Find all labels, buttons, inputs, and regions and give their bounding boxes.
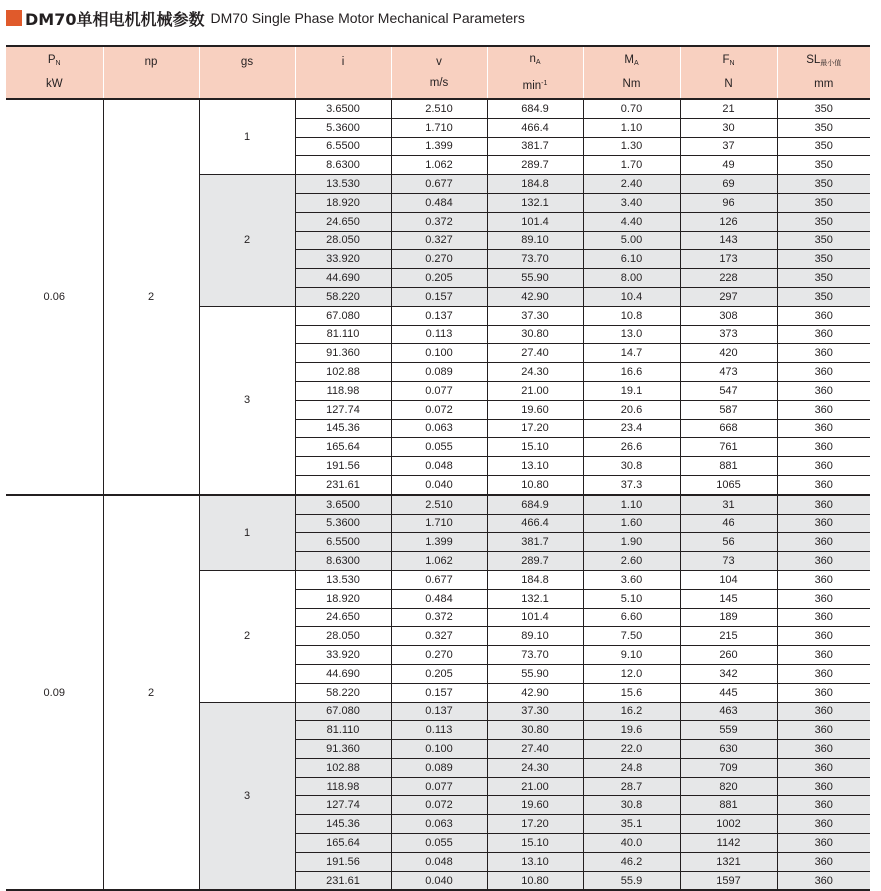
- table-cell: 360: [777, 664, 870, 683]
- table-cell: 13.10: [487, 457, 583, 476]
- table-cell: 381.7: [487, 137, 583, 156]
- table-cell: 24.8: [583, 758, 680, 777]
- table-cell: 81.110: [295, 325, 391, 344]
- table-cell: 55.9: [583, 871, 680, 890]
- table-cell: 19.1: [583, 381, 680, 400]
- table-cell: 30.8: [583, 457, 680, 476]
- table-cell: 4.40: [583, 212, 680, 231]
- table-cell: 30.8: [583, 796, 680, 815]
- table-cell: 58.220: [295, 287, 391, 306]
- table-cell: 189: [680, 608, 777, 627]
- table-cell: 24.650: [295, 608, 391, 627]
- table-cell: 2.60: [583, 552, 680, 571]
- table-cell: 118.98: [295, 777, 391, 796]
- table-cell: 360: [777, 721, 870, 740]
- table-cell: 42.90: [487, 683, 583, 702]
- column-header: [391, 46, 487, 99]
- table-body: [6, 99, 870, 890]
- table-cell: 15.10: [487, 834, 583, 853]
- table-cell: 0.113: [391, 721, 487, 740]
- table-cell: 14.7: [583, 344, 680, 363]
- table-cell: 28.050: [295, 627, 391, 646]
- table-cell: 0.077: [391, 777, 487, 796]
- table-cell: 360: [777, 400, 870, 419]
- table-cell: 360: [777, 758, 870, 777]
- table-cell: 1.60: [583, 514, 680, 533]
- table-cell: 101.4: [487, 212, 583, 231]
- table-cell: 67.080: [295, 702, 391, 721]
- table-cell: 881: [680, 457, 777, 476]
- table-cell: 17.20: [487, 815, 583, 834]
- table-cell: 231.61: [295, 871, 391, 890]
- table-cell: 15.10: [487, 438, 583, 457]
- table-cell: 0.100: [391, 740, 487, 759]
- gear-stage-cell: 2: [199, 175, 295, 307]
- table-cell: 19.60: [487, 796, 583, 815]
- column-symbol: $SL_{最小值}$: [806, 54, 842, 67]
- table-cell: 127.74: [295, 796, 391, 815]
- table-cell: 360: [777, 871, 870, 890]
- table-cell: 1002: [680, 815, 777, 834]
- table-cell: 0.484: [391, 193, 487, 212]
- table-cell: 19.60: [487, 400, 583, 419]
- table-cell: 215: [680, 627, 777, 646]
- table-cell: 360: [777, 740, 870, 759]
- column-symbol: $F_N$: [722, 54, 735, 67]
- column-header: [295, 46, 391, 99]
- table-cell: 22.0: [583, 740, 680, 759]
- table-cell: 360: [777, 325, 870, 344]
- table-cell: 58.220: [295, 683, 391, 702]
- table-cell: 42.90: [487, 287, 583, 306]
- table-cell: 350: [777, 250, 870, 269]
- column-header: [6, 46, 103, 99]
- table-cell: 350: [777, 175, 870, 194]
- column-unit: $\min^{-1}$: [522, 79, 548, 92]
- table-cell: 132.1: [487, 589, 583, 608]
- table-cell: 0.063: [391, 815, 487, 834]
- table-cell: 127.74: [295, 400, 391, 419]
- table-cell: 6.5500: [295, 533, 391, 552]
- table-cell: 6.10: [583, 250, 680, 269]
- table-cell: 8.00: [583, 269, 680, 288]
- table-cell: 1597: [680, 871, 777, 890]
- table-cell: 360: [777, 514, 870, 533]
- table-cell: 165.64: [295, 834, 391, 853]
- table-cell: 1.70: [583, 156, 680, 175]
- table-cell: 46: [680, 514, 777, 533]
- table-cell: 1.90: [583, 533, 680, 552]
- table-cell: 360: [777, 306, 870, 325]
- gear-stage-cell: 3: [199, 702, 295, 890]
- table-cell: 0.372: [391, 608, 487, 627]
- table-cell: 0.157: [391, 287, 487, 306]
- table-cell: 1.062: [391, 552, 487, 571]
- table-cell: 0.327: [391, 627, 487, 646]
- motor-parameters-table: [6, 45, 870, 891]
- table-cell: 559: [680, 721, 777, 740]
- table-cell: 40.0: [583, 834, 680, 853]
- table-cell: 6.5500: [295, 137, 391, 156]
- table-cell: 1321: [680, 852, 777, 871]
- table-cell: 360: [777, 495, 870, 514]
- column-header: [680, 46, 777, 99]
- table-cell: 67.080: [295, 306, 391, 325]
- table-cell: 0.113: [391, 325, 487, 344]
- table-cell: 44.690: [295, 664, 391, 683]
- table-cell: 881: [680, 796, 777, 815]
- poles-cell: 2: [103, 99, 199, 495]
- column-symbol: i: [341, 55, 345, 68]
- table-cell: 24.30: [487, 363, 583, 382]
- column-symbol: np: [144, 55, 158, 68]
- table-cell: 9.10: [583, 646, 680, 665]
- table-cell: 2.40: [583, 175, 680, 194]
- table-cell: 308: [680, 306, 777, 325]
- table-cell: 1065: [680, 475, 777, 494]
- table-cell: 73.70: [487, 250, 583, 269]
- table-cell: 27.40: [487, 740, 583, 759]
- table-cell: 17.20: [487, 419, 583, 438]
- table-cell: 350: [777, 156, 870, 175]
- table-cell: 3.6500: [295, 99, 391, 118]
- table-cell: 0.205: [391, 664, 487, 683]
- table-cell: 360: [777, 608, 870, 627]
- table-cell: 463: [680, 702, 777, 721]
- table-cell: 10.80: [487, 475, 583, 494]
- table-cell: 0.157: [391, 683, 487, 702]
- table-cell: 37.3: [583, 475, 680, 494]
- table-cell: 13.10: [487, 852, 583, 871]
- table-cell: 37: [680, 137, 777, 156]
- table-cell: 0.077: [391, 381, 487, 400]
- table-cell: 0.089: [391, 363, 487, 382]
- table-cell: 13.530: [295, 175, 391, 194]
- table-cell: 466.4: [487, 118, 583, 137]
- table-cell: 10.4: [583, 287, 680, 306]
- table-cell: 2.510: [391, 99, 487, 118]
- column-unit: [104, 73, 199, 94]
- table-cell: 55.90: [487, 664, 583, 683]
- table-cell: 6.60: [583, 608, 680, 627]
- table-cell: 2.510: [391, 495, 487, 514]
- column-unit: [296, 73, 391, 94]
- table-cell: 21.00: [487, 777, 583, 796]
- table-cell: 761: [680, 438, 777, 457]
- table-cell: 104: [680, 570, 777, 589]
- table-cell: 191.56: [295, 852, 391, 871]
- column-symbol: v: [436, 55, 442, 68]
- table-cell: 20.6: [583, 400, 680, 419]
- table-cell: 0.048: [391, 457, 487, 476]
- table-cell: 26.6: [583, 438, 680, 457]
- column-header: [583, 46, 680, 99]
- title-chinese: DM70单相电机机械参数: [25, 9, 205, 29]
- title-english: DM70 Single Phase Motor Mechanical Parameters: [210, 10, 525, 26]
- table-cell: 69: [680, 175, 777, 194]
- table-cell: 350: [777, 118, 870, 137]
- column-symbol: $n_A$: [529, 52, 541, 66]
- table-cell: 126: [680, 212, 777, 231]
- table-cell: 668: [680, 419, 777, 438]
- table-row: [6, 495, 870, 514]
- table-cell: 8.6300: [295, 552, 391, 571]
- table-cell: 10.80: [487, 871, 583, 890]
- column-header: [103, 46, 199, 99]
- table-cell: 342: [680, 664, 777, 683]
- table-cell: 102.88: [295, 758, 391, 777]
- table-cell: 1142: [680, 834, 777, 853]
- column-unit: kW: [45, 78, 63, 90]
- table-cell: 35.1: [583, 815, 680, 834]
- table-cell: 1.10: [583, 495, 680, 514]
- table-cell: 31: [680, 495, 777, 514]
- table-cell: 81.110: [295, 721, 391, 740]
- table-cell: 5.3600: [295, 118, 391, 137]
- table-cell: 350: [777, 269, 870, 288]
- table-cell: 350: [777, 137, 870, 156]
- table-cell: 30: [680, 118, 777, 137]
- table-cell: 0.040: [391, 871, 487, 890]
- table-cell: 360: [777, 381, 870, 400]
- table-cell: 0.055: [391, 834, 487, 853]
- column-unit: Nm: [622, 78, 641, 90]
- table-cell: 7.50: [583, 627, 680, 646]
- table-cell: 96: [680, 193, 777, 212]
- table-cell: 89.10: [487, 231, 583, 250]
- table-cell: 420: [680, 344, 777, 363]
- table-cell: 1.10: [583, 118, 680, 137]
- table-cell: 18.920: [295, 589, 391, 608]
- table-cell: 547: [680, 381, 777, 400]
- table-cell: 19.6: [583, 721, 680, 740]
- table-cell: 73: [680, 552, 777, 571]
- table-cell: 1.710: [391, 118, 487, 137]
- column-symbol: $P_N$: [47, 54, 61, 67]
- table-cell: 0.677: [391, 175, 487, 194]
- table-cell: 350: [777, 231, 870, 250]
- table-cell: 709: [680, 758, 777, 777]
- table-cell: 145.36: [295, 815, 391, 834]
- table-cell: 0.677: [391, 570, 487, 589]
- gear-stage-cell: 2: [199, 570, 295, 702]
- table-cell: 445: [680, 683, 777, 702]
- table-cell: 28.7: [583, 777, 680, 796]
- table-cell: 0.072: [391, 400, 487, 419]
- table-cell: 33.920: [295, 250, 391, 269]
- power-cell: 0.06: [6, 99, 103, 495]
- column-unit: [200, 73, 295, 94]
- table-cell: 30.80: [487, 721, 583, 740]
- table-cell: 360: [777, 533, 870, 552]
- table-cell: 360: [777, 834, 870, 853]
- table-cell: 587: [680, 400, 777, 419]
- table-cell: 0.327: [391, 231, 487, 250]
- table-cell: 360: [777, 683, 870, 702]
- table-cell: 5.10: [583, 589, 680, 608]
- table-cell: 24.30: [487, 758, 583, 777]
- table-header-row: [6, 46, 870, 99]
- table-cell: 0.072: [391, 796, 487, 815]
- table-cell: 0.270: [391, 646, 487, 665]
- table-cell: 5.3600: [295, 514, 391, 533]
- table-cell: 0.055: [391, 438, 487, 457]
- table-cell: 360: [777, 344, 870, 363]
- table-cell: 56: [680, 533, 777, 552]
- column-unit: m/s: [429, 76, 449, 89]
- table-cell: 360: [777, 419, 870, 438]
- table-cell: 27.40: [487, 344, 583, 363]
- table-cell: 33.920: [295, 646, 391, 665]
- title-marker-square: [6, 10, 22, 26]
- table-cell: 0.048: [391, 852, 487, 871]
- table-cell: 0.040: [391, 475, 487, 494]
- table-cell: 381.7: [487, 533, 583, 552]
- column-header: [199, 46, 295, 99]
- table-cell: 1.399: [391, 533, 487, 552]
- table-cell: 21: [680, 99, 777, 118]
- table-cell: 820: [680, 777, 777, 796]
- table-cell: 350: [777, 99, 870, 118]
- table-cell: 360: [777, 589, 870, 608]
- table-cell: 350: [777, 212, 870, 231]
- table-cell: 15.6: [583, 683, 680, 702]
- table-cell: 13.0: [583, 325, 680, 344]
- table-cell: 1.399: [391, 137, 487, 156]
- table-cell: 44.690: [295, 269, 391, 288]
- table-cell: 12.0: [583, 664, 680, 683]
- table-cell: 101.4: [487, 608, 583, 627]
- table-cell: 165.64: [295, 438, 391, 457]
- table-cell: 360: [777, 627, 870, 646]
- table-cell: 143: [680, 231, 777, 250]
- table-cell: 21.00: [487, 381, 583, 400]
- table-cell: 630: [680, 740, 777, 759]
- table-cell: 0.137: [391, 702, 487, 721]
- table-cell: 23.4: [583, 419, 680, 438]
- table-cell: 13.530: [295, 570, 391, 589]
- table-cell: 1.710: [391, 514, 487, 533]
- table-cell: 0.205: [391, 269, 487, 288]
- table-cell: 373: [680, 325, 777, 344]
- table-cell: 228: [680, 269, 777, 288]
- table-cell: 102.88: [295, 363, 391, 382]
- table-cell: 360: [777, 777, 870, 796]
- table-cell: 360: [777, 570, 870, 589]
- table-cell: 8.6300: [295, 156, 391, 175]
- table-cell: 49: [680, 156, 777, 175]
- table-cell: 360: [777, 796, 870, 815]
- table-cell: 10.8: [583, 306, 680, 325]
- poles-cell: 2: [103, 495, 199, 891]
- table-cell: 0.089: [391, 758, 487, 777]
- table-cell: 360: [777, 438, 870, 457]
- table-cell: 0.100: [391, 344, 487, 363]
- table-cell: 3.60: [583, 570, 680, 589]
- table-cell: 289.7: [487, 156, 583, 175]
- table-cell: 0.137: [391, 306, 487, 325]
- table-cell: 1.062: [391, 156, 487, 175]
- table-cell: 350: [777, 193, 870, 212]
- table-cell: 360: [777, 852, 870, 871]
- table-cell: 18.920: [295, 193, 391, 212]
- table-cell: 0.063: [391, 419, 487, 438]
- table-cell: 360: [777, 815, 870, 834]
- table-cell: 360: [777, 363, 870, 382]
- table-cell: 145: [680, 589, 777, 608]
- table-cell: 473: [680, 363, 777, 382]
- table-cell: 360: [777, 457, 870, 476]
- table-cell: 55.90: [487, 269, 583, 288]
- table-cell: 3.40: [583, 193, 680, 212]
- table-cell: 89.10: [487, 627, 583, 646]
- table-cell: 16.6: [583, 363, 680, 382]
- table-cell: 73.70: [487, 646, 583, 665]
- column-header: [777, 46, 870, 99]
- gear-stage-cell: 1: [199, 495, 295, 571]
- table-cell: 289.7: [487, 552, 583, 571]
- column-symbol: $M_A$: [624, 54, 639, 67]
- table-cell: 5.00: [583, 231, 680, 250]
- table-cell: 0.372: [391, 212, 487, 231]
- table-cell: 173: [680, 250, 777, 269]
- table-cell: 91.360: [295, 740, 391, 759]
- table-cell: 184.8: [487, 570, 583, 589]
- power-cell: 0.09: [6, 495, 103, 891]
- table-cell: 360: [777, 702, 870, 721]
- column-unit: mm: [814, 78, 834, 90]
- table-cell: 30.80: [487, 325, 583, 344]
- table-cell: 466.4: [487, 514, 583, 533]
- table-cell: 684.9: [487, 495, 583, 514]
- table-cell: 260: [680, 646, 777, 665]
- column-unit: N: [724, 78, 733, 90]
- table-cell: 684.9: [487, 99, 583, 118]
- gear-stage-cell: 3: [199, 306, 295, 494]
- table-cell: 91.360: [295, 344, 391, 363]
- table-cell: 0.70: [583, 99, 680, 118]
- table-cell: 360: [777, 646, 870, 665]
- table-cell: 231.61: [295, 475, 391, 494]
- column-header: [487, 46, 583, 99]
- page-title: [6, 7, 525, 29]
- table-cell: 132.1: [487, 193, 583, 212]
- table-cell: 360: [777, 475, 870, 494]
- table-cell: 297: [680, 287, 777, 306]
- table-cell: 360: [777, 552, 870, 571]
- table-cell: 191.56: [295, 457, 391, 476]
- table-cell: 350: [777, 287, 870, 306]
- table-cell: 1.30: [583, 137, 680, 156]
- table-cell: 184.8: [487, 175, 583, 194]
- table-cell: 0.270: [391, 250, 487, 269]
- table-cell: 46.2: [583, 852, 680, 871]
- gear-stage-cell: 1: [199, 99, 295, 175]
- table-row: [6, 99, 870, 118]
- table-cell: 118.98: [295, 381, 391, 400]
- table-cell: 145.36: [295, 419, 391, 438]
- table-cell: 37.30: [487, 306, 583, 325]
- table-cell: 28.050: [295, 231, 391, 250]
- column-symbol: gs: [240, 55, 254, 68]
- table-cell: 16.2: [583, 702, 680, 721]
- table-cell: 24.650: [295, 212, 391, 231]
- table-cell: 0.484: [391, 589, 487, 608]
- table-cell: 3.6500: [295, 495, 391, 514]
- table-cell: 37.30: [487, 702, 583, 721]
